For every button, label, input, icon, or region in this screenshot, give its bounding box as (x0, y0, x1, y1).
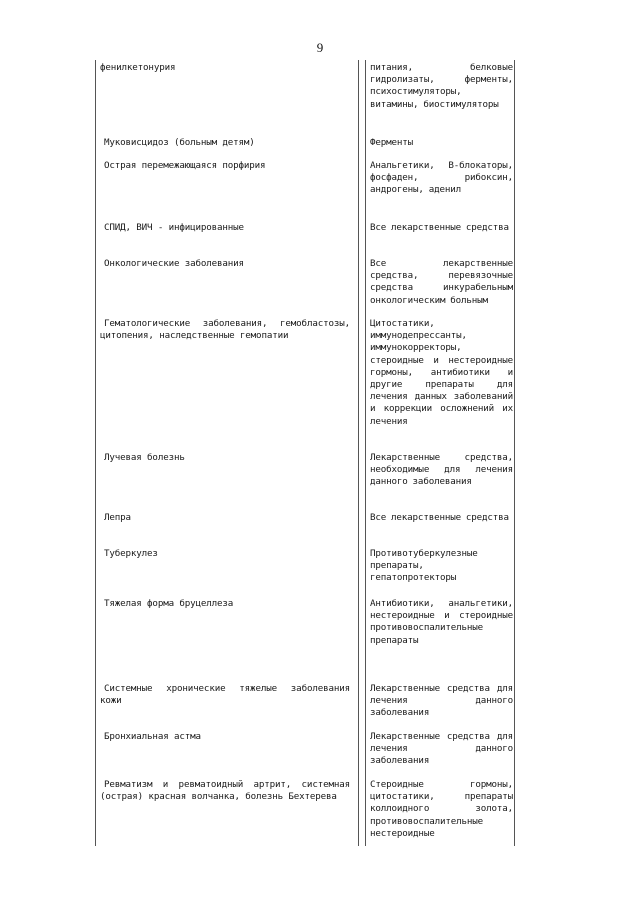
table-cell-drugs: Все лекарственные средства (370, 222, 509, 233)
table-cell-drugs: Анальгетики, В-блокаторы, фосфаден, рибоксин, андрогены, аденил (370, 160, 513, 196)
table-cell-disease: фенилкетонурия (100, 62, 176, 73)
table-cell-disease: Тяжелая форма бруцеллеза (104, 598, 234, 609)
table-cell-disease: Лучевая болезнь (104, 452, 185, 463)
table-cell-disease: Гематологические заболевания, гемобластозы, цитопения, наследственные гемопатии (100, 318, 350, 342)
table-cell-disease: Ревматизм и ревматоидный артрит, системная (острая) красная волчанка, болезнь Бехтерева (100, 779, 350, 803)
table-cell-drugs: Лекарственные средства для лечения данного заболевания (370, 731, 513, 767)
table-cell-drugs: Стероидные гормоны, цитостатики, препараты коллоидного золота, противовоспалительные нестероидные (370, 779, 513, 839)
table-cell-drugs: Лекарственные средства для лечения данного заболевания (370, 683, 513, 719)
table-left-border (95, 60, 96, 846)
table-cell-disease: Туберкулез (104, 548, 158, 559)
table-cell-drugs: Лекарственные средства, необходимые для лечения данного заболевания (370, 452, 513, 488)
table-cell-drugs: Все лекарственные средства, перевязочные средства инкурабельным онкологическим больным (370, 258, 513, 306)
table-cell-drugs: Ферменты (370, 137, 414, 148)
page-number: 9 (316, 40, 324, 55)
table-right-border (514, 60, 515, 846)
table-cell-disease: Онкологические заболевания (104, 258, 244, 269)
table-column-divider-b (365, 60, 366, 846)
table-cell-drugs: Все лекарственные средства (370, 512, 509, 523)
table-cell-disease: Лепра (104, 512, 131, 523)
table-cell-disease: СПИД, ВИЧ - инфицированные (104, 222, 244, 233)
table-cell-disease: Бронхиальная астма (104, 731, 201, 742)
table-cell-disease: Муковисцидоз (больным детям) (104, 137, 255, 148)
table-cell-drugs: Противотуберкулезные препараты, гепатопротекторы (370, 548, 478, 584)
table-column-divider-a (358, 60, 359, 846)
table-cell-drugs: Цитостатики, иммунодепрессанты, иммунокорректоры, стероидные и нестероидные гормоны, антибиотики и другие препараты для лечения данных заболеваний и коррекции осложнений их лечения (370, 318, 513, 427)
table-cell-drugs: питания, белковые гидролизаты, ферменты, психостимуляторы, витамины, биостимуляторы (370, 62, 513, 110)
table-cell-drugs: Антибиотики, анальгетики, нестероидные и стероидные противовоспалительные препараты (370, 598, 513, 646)
table-cell-disease: Системные хронические тяжелые заболевания кожи (100, 683, 350, 707)
table-cell-disease: Острая перемежающаяся порфирия (104, 160, 266, 171)
